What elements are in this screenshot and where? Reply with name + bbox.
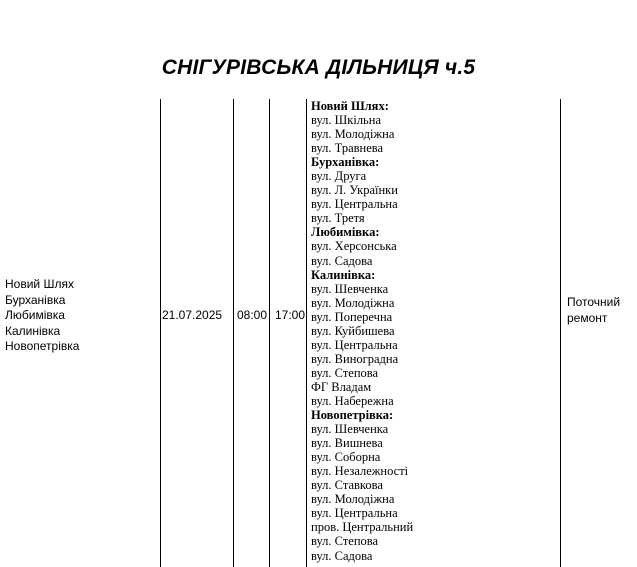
street-item: вул. Незалежності xyxy=(311,464,409,479)
date-cell: 21.07.2025 xyxy=(162,308,223,322)
settlement-name: Любимівка xyxy=(5,308,65,322)
page-title: СНІГУРІВСЬКА ДІЛЬНИЦЯ ч.5 xyxy=(161,56,476,79)
street-item: вул. Степова xyxy=(311,365,379,380)
street-item: вул. Молодіжна xyxy=(311,127,395,142)
street-item: вул. Шевченка xyxy=(311,422,389,437)
street-item: вул. Шевченка xyxy=(311,281,389,296)
street-item: вул. Степова xyxy=(311,534,379,549)
street-item: вул. Центральна xyxy=(311,197,398,212)
street-item: пров. Центральний xyxy=(311,520,414,535)
start-time-cell: 08:00 xyxy=(237,308,268,322)
street-item: вул. Херсонська xyxy=(311,239,397,254)
street-item: вул. Садова xyxy=(311,548,373,563)
street-item: вул. Третя xyxy=(311,211,365,226)
table-column-divider xyxy=(269,99,270,567)
street-item: вул. Вишнева xyxy=(311,436,383,451)
table-column-divider xyxy=(160,99,161,567)
end-time-cell: 17:00 xyxy=(275,308,306,322)
street-item: вул. Поперечна xyxy=(311,309,393,324)
table-column-divider xyxy=(306,99,307,567)
table-column-divider xyxy=(560,99,561,567)
village-heading: Новопетрівка: xyxy=(311,408,394,423)
village-heading: Калинівка: xyxy=(311,267,376,282)
table-column-divider xyxy=(233,99,234,567)
street-item: вул. Соборна xyxy=(311,450,381,465)
streets-cell xyxy=(311,99,413,563)
settlement-name: Калинівка xyxy=(5,323,61,338)
street-item: вул. Молодіжна xyxy=(311,492,395,507)
street-item: вул. Набережна xyxy=(311,393,394,408)
reason-cell: Поточний ремонт xyxy=(567,295,621,325)
street-item: вул. Друга xyxy=(311,169,367,184)
street-item: вул. Травнева xyxy=(311,141,384,156)
street-item: вул. Молодіжна xyxy=(311,295,395,310)
village-heading: Бурханівка: xyxy=(311,155,380,170)
street-item: вул. Шкільна xyxy=(311,113,381,128)
village-heading: Новий Шлях: xyxy=(311,99,389,113)
settlement-name: Бурханівка xyxy=(5,292,66,307)
street-item: ФГ Владам xyxy=(311,379,372,394)
street-item: вул. Центральна xyxy=(311,506,398,521)
street-item: вул. Виноградна xyxy=(311,351,399,366)
street-item: вул. Куйбишева xyxy=(311,323,395,338)
settlements-cell xyxy=(5,277,79,355)
village-heading: Любимівка: xyxy=(311,225,380,240)
street-item: вул. Садова xyxy=(311,253,373,268)
settlement-name: Новий Шлях xyxy=(5,277,74,291)
street-item: вул. Ставкова xyxy=(311,478,383,493)
settlement-name: Новопетрівка xyxy=(5,339,80,353)
street-item: вул. Л. Українки xyxy=(311,183,398,198)
street-item: вул. Центральна xyxy=(311,337,398,352)
